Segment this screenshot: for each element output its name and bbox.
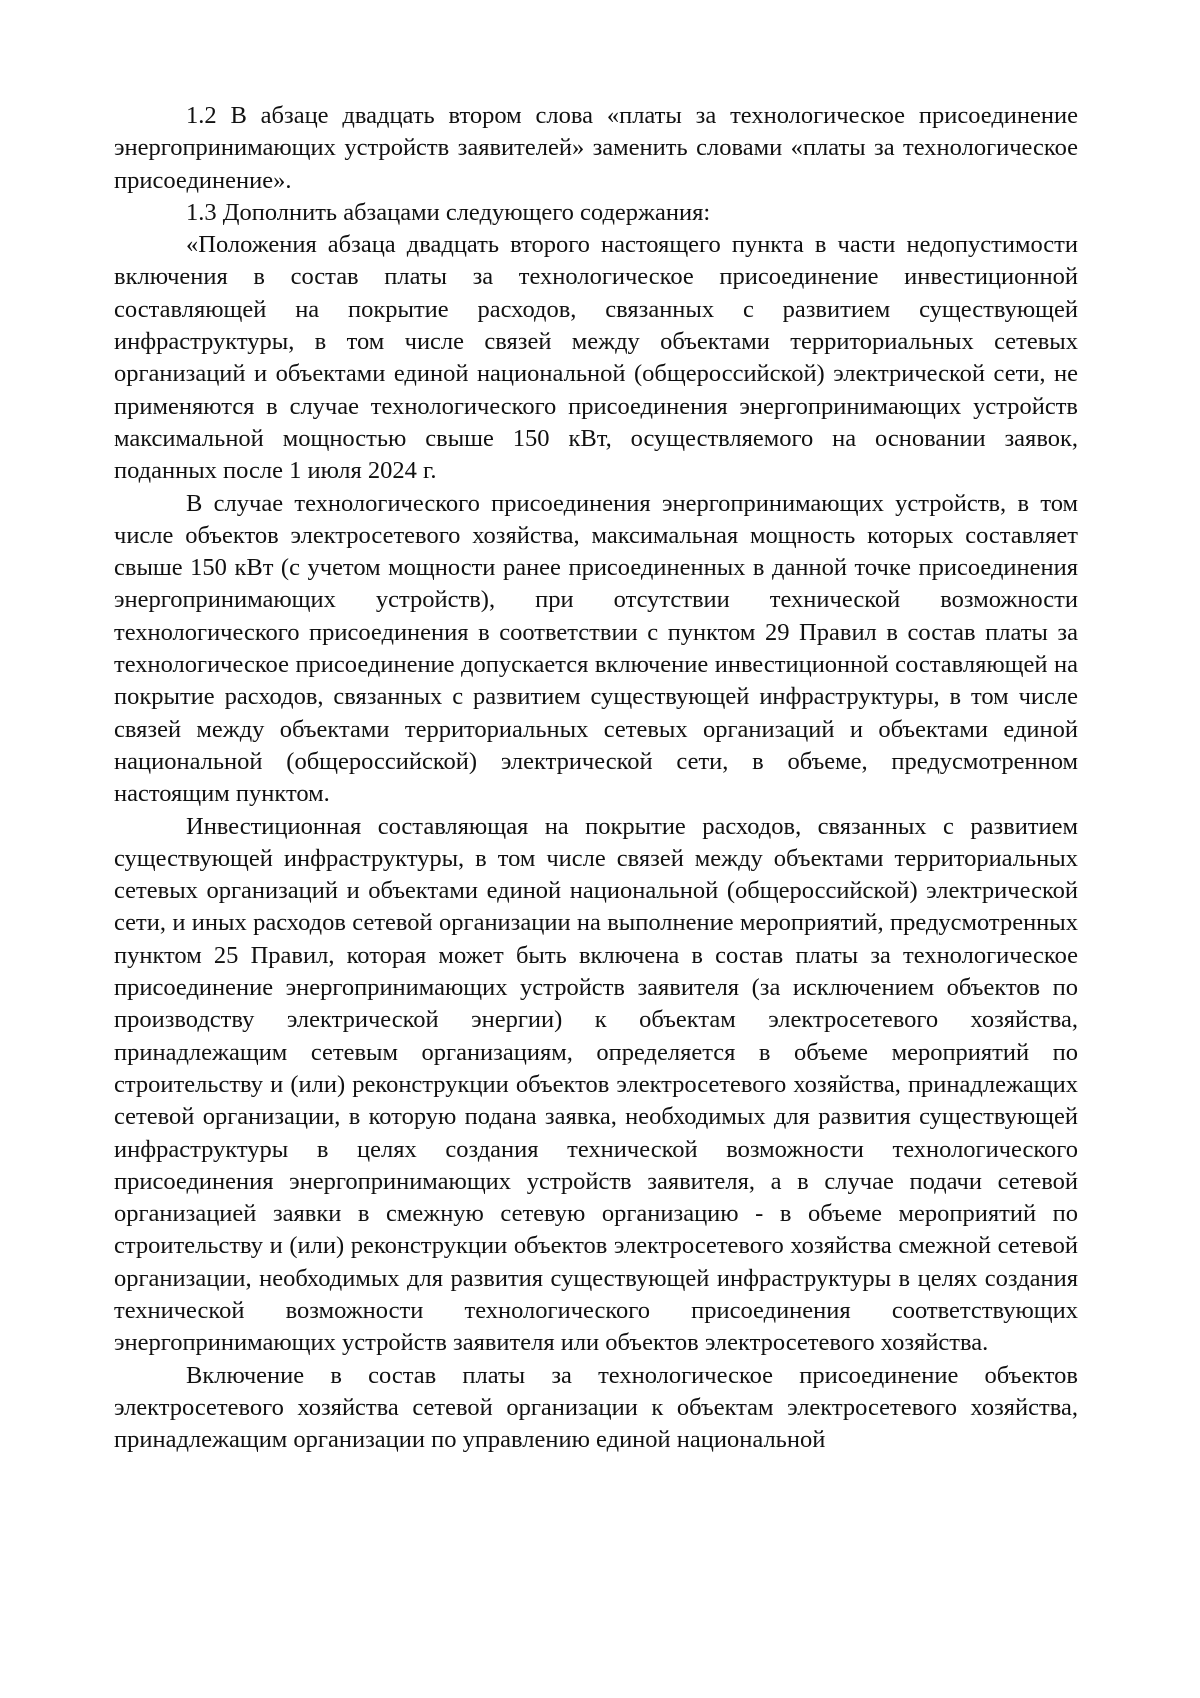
- paragraph-provisions: «Положения абзаца двадцать второго настоящего пункта в части недопустимости включения в состав платы за технологическое присоединение инвестиционной составляющей на покрытие расходов, связанных с развитием существующей инфраструктуры, в том числе связей между объектами территориальных сетевых организаций и объектами единой национальной (общероссийской) электрической сети, не применяются в случае технологического присоединения энергопринимающих устройств максимальной мощностью свыше 150 кВт, осуществляемого на основании заявок, поданных после 1 июля 2024 г.: [114, 231, 1078, 485]
- paragraph-1-3: 1.3 Дополнить абзацами следующего содержания:: [186, 198, 711, 226]
- document-body: [114, 100, 1078, 1456]
- paragraph-1-2: 1.2 В абзаце двадцать втором слова «платы за технологическое присоединение энергопринимающих устройств заявителей» заменить словами «платы за технологическое присоединение».: [114, 102, 1078, 194]
- paragraph-case-over-150kw: В случае технологического присоединения энергопринимающих устройств, в том числе объектов электросетевого хозяйства, максимальная мощность которых составляет свыше 150 кВт (с учетом мощности ранее присоединенных в данной точке присоединения энергопринимающих устройств), при отсутствии технической возможности технологического присоединения в соответствии с пунктом 29 Правил в состав платы за технологическое присоединение допускается включение инвестиционной составляющей на покрытие расходов, связанных с развитием существующей инфраструктуры, в том числе связей между объектами территориальных сетевых организаций и объектами единой национальной (общероссийской) электрической сети, в объеме, предусмотренном настоящим пунктом.: [114, 489, 1078, 808]
- paragraph-inclusion: Включение в состав платы за технологическое присоединение объектов электросетевого хозяйства сетевой организации к объектам электросетевого хозяйства, принадлежащим организации по управлению единой национальной: [114, 1361, 1078, 1454]
- paragraph-investment-component: Инвестиционная составляющая на покрытие расходов, связанных с развитием существующей инфраструктуры, в том числе связей между объектами территориальных сетевых организаций и объектами единой национальной (общероссийской) электрической сети, и иных расходов сетевой организации на выполнение мероприятий, предусмотренных пунктом 25 Правил, которая может быть включена в состав платы за технологическое присоединение энергопринимающих устройств заявителя (за исключением объектов по производству электрической энергии) к объектам электросетевого хозяйства, принадлежащим сетевым организациям, определяется в объеме мероприятий по строительству и (или) реконструкции объектов электросетевого хозяйства, принадлежащих сетевой организации, в которую подана заявка, необходимых для развития существующей инфраструктуры в целях создания технической возможности технологического присоединения энергопринимающих устройств заявителя, а в случае подачи сетевой организацией заявки в смежную сетевую организацию - в объеме мероприятий по строительству и (или) реконструкции объектов электросетевого хозяйства смежной сетевой организации, необходимых для развития существующей инфраструктуры в целях создания технической возможности технологического присоединения соответствующих энергопринимающих устройств заявителя или объектов электросетевого хозяйства.: [114, 812, 1078, 1357]
